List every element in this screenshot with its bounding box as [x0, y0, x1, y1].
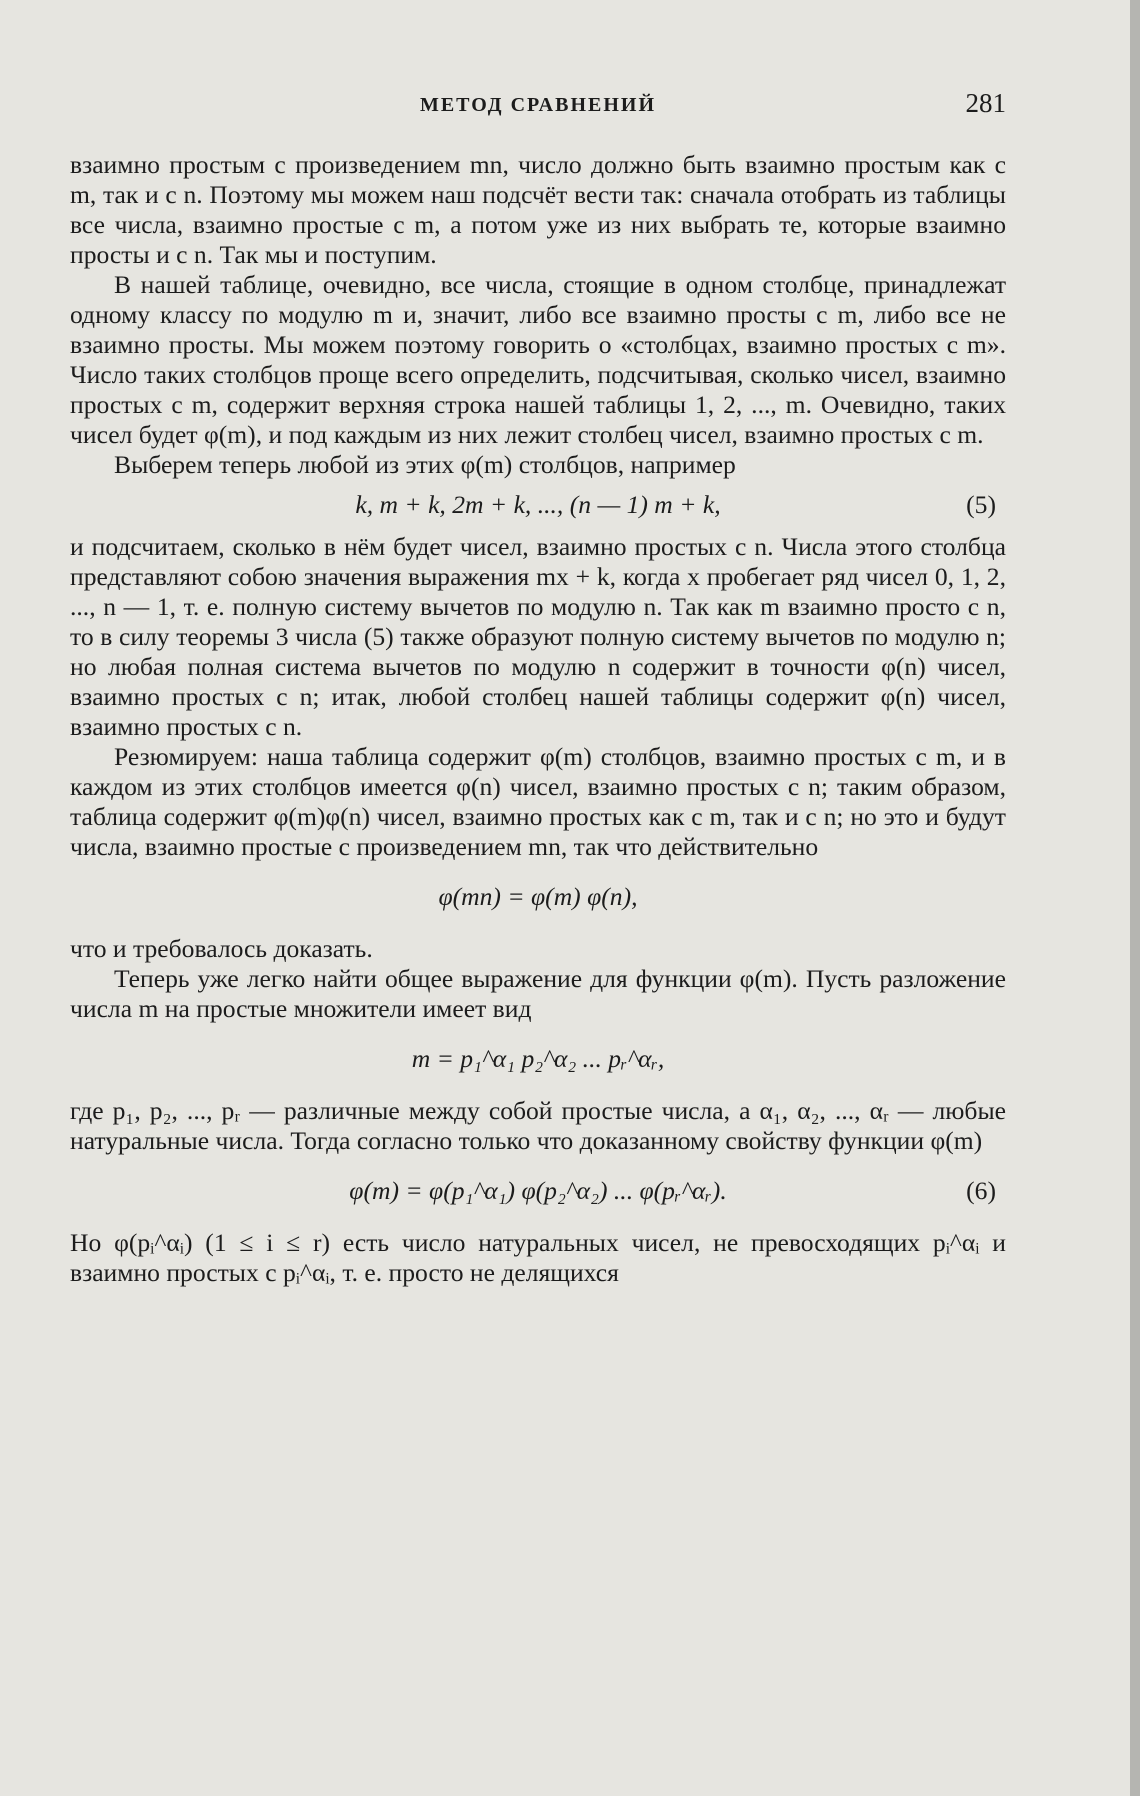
page-edge: [1130, 0, 1140, 1796]
formula-text: φ(m) = φ(p₁^α₁) φ(p₂^α₂) ... φ(pᵣ^αᵣ).: [349, 1176, 727, 1205]
paragraph-summary: Резюмируем: наша таблица содержит φ(m) столбцов, взаимно простых с m, и в каждом из этих столбцов имеется φ(n) чисел, взаимно простых с n; таким образом, таблица содержит φ(m)φ(n) чисел, взаимно простых как с m, так и с n; но это и будут числа, взаимно простые с произведением mn, так что действительно: [70, 742, 1006, 861]
paragraph-general-expression: Теперь уже легко найти общее выражение для функции φ(m). Пусть разложение числа m на простые множители имеет вид: [70, 964, 1006, 1023]
formula-text: k, m + k, 2m + k, ..., (n — 1) m + k,: [355, 490, 721, 519]
paragraph-count-column: и подсчитаем, сколько в нём будет чисел, взаимно простых с n. Числа этого столбца представляют собою значения выражения mx + k, когда x пробегает ряд чисел 0, 1, 2, ..., n — 1, т. е. полную систему вычетов по модулю n. Так как m взаимно просто с n, то в силу теоремы 3 числа (5) также образуют полную систему вычетов по модулю n; но любая полная система вычетов по модулю n содержит в точности φ(n) чисел, взаимно простых с n; итак, любой столбец нашей таблицы содержит φ(n) чисел, взаимно простых с n.: [70, 532, 1006, 741]
formula-number: (6): [966, 1176, 996, 1205]
paragraph-qed: что и требовалось доказать.: [70, 934, 373, 963]
formula-column-5: [70, 490, 1006, 520]
formula-text: m = p₁^α₁ p₂^α₂ ... pᵣ^αᵣ,: [411, 1044, 665, 1073]
formula-multiplicative: [70, 882, 1006, 912]
page-header: [70, 88, 1006, 128]
paragraph-continuation: взаимно простым с произведением mn, число должно быть взаимно простым как с m, так и с n. Поэтому мы можем наш подсчёт вести так: сначала отобрать из таблицы все числа, взаимно простые с m, а потом уже из них выбрать те, которые взаимно просты и с n. Так мы и поступим.: [70, 150, 1006, 269]
formula-6: [70, 1176, 1006, 1206]
paragraph-primes: где p₁, p₂, ..., pᵣ — различные между собой простые числа, а α₁, α₂, ..., αᵣ — любые натуральные числа. Тогда согласно только что доказанному свойству функции φ(m): [70, 1096, 1006, 1155]
paragraph-prime-power: Но φ(pᵢ^αᵢ) (1 ≤ i ≤ r) есть число натуральных чисел, не превосходящих pᵢ^αᵢ и взаимно простых с pᵢ^αᵢ, т. е. просто не делящихся: [70, 1228, 1006, 1287]
paragraph-choose-column: Выберем теперь любой из этих φ(m) столбцов, например: [114, 450, 736, 479]
running-head: МЕТОД СРАВНЕНИЙ: [419, 94, 657, 116]
formula-text: φ(mn) = φ(m) φ(n),: [438, 882, 638, 911]
page-number: 281: [965, 88, 1006, 118]
body-text: [70, 150, 1006, 1288]
formula-number: (5): [966, 490, 996, 519]
formula-factorization: [70, 1044, 1006, 1074]
paragraph-columns: В нашей таблице, очевидно, все числа, стоящие в одном столбце, принадлежат одному классу по модулю m и, значит, либо все взаимно просты с m, либо все не взаимно просты. Мы можем поэтому говорить о «столбцах, взаимно простых с m». Число таких столбцов проще всего определить, подсчитывая, сколько чисел, взаимно простых с m, содержит верхняя строка нашей таблицы 1, 2, ..., m. Очевидно, таких чисел будет φ(m), и под каждым из них лежит столбец чисел, взаимно простых с m.: [70, 270, 1006, 449]
